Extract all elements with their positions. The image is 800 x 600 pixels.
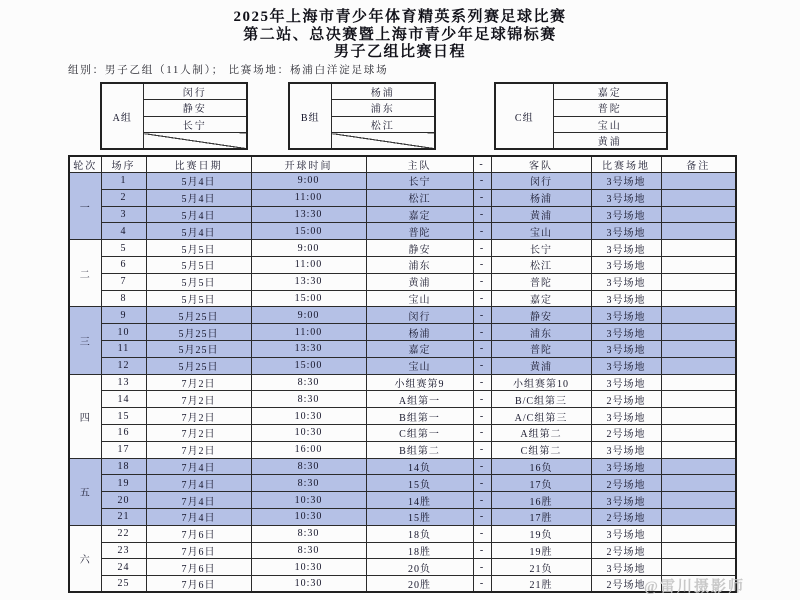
note-cell [661,441,736,458]
match-no-cell: 12 [101,357,146,374]
schedule-row [69,374,736,391]
home-team-cell: 14胜 [366,492,473,509]
away-team-cell: 松江 [491,256,591,273]
schedule-row [69,424,736,441]
vs-cell: - [473,273,491,290]
time-cell: 9:00 [251,173,366,190]
note-cell [661,424,736,441]
time-cell: 10:30 [251,424,366,441]
note-cell [661,408,736,425]
vs-cell: - [473,223,491,240]
date-cell: 7月2日 [146,391,251,408]
round-cell: 二 [69,240,101,307]
away-team-cell: 嘉定 [491,290,591,307]
venue-cell: 2号场地 [591,576,661,593]
match-no-cell: 21 [101,508,146,525]
note-cell [661,189,736,206]
schedule-row [69,559,736,576]
home-team-cell: 嘉定 [366,340,473,357]
venue-cell: 2号场地 [591,475,661,492]
col-header-round: 轮次 [69,156,101,173]
date-cell: 7月2日 [146,408,251,425]
vs-cell: - [473,391,491,408]
match-no-cell: 10 [101,324,146,341]
title-line-2: 第二站、总决赛暨上海市青少年足球锦标赛 [243,26,557,43]
note-cell [661,525,736,542]
venue-cell: 3号场地 [591,492,661,509]
match-no-cell: 2 [101,189,146,206]
time-cell: 8:30 [251,542,366,559]
group-row [495,83,667,100]
group-label: A组 [101,83,143,149]
venue-cell: 3号场地 [591,273,661,290]
vs-cell: - [473,206,491,223]
match-no-cell: 22 [101,525,146,542]
note-cell [661,256,736,273]
time-cell: 15:00 [251,223,366,240]
home-team-cell: 杨浦 [366,324,473,341]
schedule-row [69,223,736,240]
schedule-header-row [69,156,736,173]
vs-cell: - [473,492,491,509]
group-row [101,83,247,100]
time-cell: 16:00 [251,441,366,458]
away-team-cell: 16胜 [491,492,591,509]
col-header-kickoff-time: 开球时间 [251,156,366,173]
date-cell: 7月4日 [146,458,251,475]
vs-cell: - [473,189,491,206]
note-cell [661,508,736,525]
team-name: 长宁 [143,116,247,133]
time-cell: 10:30 [251,508,366,525]
home-team-cell: 18负 [366,525,473,542]
match-no-cell: 23 [101,542,146,559]
vs-cell: - [473,374,491,391]
title-line-3: 男子乙组比赛日程 [333,44,466,60]
note-cell [661,324,736,341]
match-no-cell: 9 [101,307,146,324]
group-row [289,83,435,100]
note-cell [661,340,736,357]
away-team-cell: 黄浦 [491,206,591,223]
vs-cell: - [473,240,491,257]
note-cell [661,290,736,307]
date-cell: 5月4日 [146,173,251,190]
title-line-1: 2025年上海市青少年体育精英系列赛足球比赛 [233,9,567,25]
home-team-cell: 18胜 [366,542,473,559]
date-cell: 5月5日 [146,290,251,307]
home-team-cell: A组第一 [366,391,473,408]
home-team-cell: 长宁 [366,173,473,190]
time-cell: 15:00 [251,357,366,374]
round-cell: 五 [69,458,101,525]
venue-cell: 3号场地 [591,408,661,425]
home-team-cell: 普陀 [366,223,473,240]
match-no-cell: 6 [101,256,146,273]
away-team-cell: B/C组第三 [491,391,591,408]
match-no-cell: 17 [101,441,146,458]
match-no-cell: 1 [101,173,146,190]
home-team-cell: 宝山 [366,290,473,307]
vs-cell: - [473,357,491,374]
note-cell [661,206,736,223]
home-team-cell: 松江 [366,189,473,206]
team-name: 浦东 [331,100,435,117]
group-table [494,82,668,150]
schedule-row [69,475,736,492]
match-no-cell: 13 [101,374,146,391]
vs-cell: - [473,173,491,190]
note-cell [661,542,736,559]
time-cell: 10:30 [251,408,366,425]
time-cell: 9:00 [251,240,366,257]
venue-cell: 3号场地 [591,256,661,273]
match-no-cell: 16 [101,424,146,441]
vs-cell: - [473,576,491,593]
venue-cell: 2号场地 [591,542,661,559]
home-team-cell: B组第二 [366,441,473,458]
venue-cell: 3号场地 [591,357,661,374]
col-header-vs: - [473,156,491,173]
vs-cell: - [473,559,491,576]
time-cell: 11:00 [251,189,366,206]
schedule-row [69,189,736,206]
home-team-cell: 20负 [366,559,473,576]
away-team-cell: 小组赛第10 [491,374,591,391]
document-title [0,9,800,62]
schedule-row [69,508,736,525]
away-team-cell: 浦东 [491,324,591,341]
time-cell: 10:30 [251,576,366,593]
schedule-row [69,408,736,425]
away-team-cell: 17胜 [491,508,591,525]
date-cell: 5月25日 [146,340,251,357]
group-box-b [288,82,436,150]
away-team-cell: 静安 [491,307,591,324]
schedule-row [69,357,736,374]
venue-cell: 3号场地 [591,458,661,475]
team-name: 闵行 [143,83,247,100]
away-team-cell: 16负 [491,458,591,475]
date-cell: 7月2日 [146,424,251,441]
away-team-cell: 普陀 [491,340,591,357]
vs-cell: - [473,324,491,341]
schedule-row [69,525,736,542]
away-team-cell: 闵行 [491,173,591,190]
schedule-row [69,542,736,559]
time-cell: 15:00 [251,290,366,307]
schedule-row [69,173,736,190]
venue-cell: 3号场地 [591,340,661,357]
empty-slot-cell [331,133,435,150]
schedule-table [68,155,737,593]
match-no-cell: 18 [101,458,146,475]
home-team-cell: 15负 [366,475,473,492]
home-team-cell: C组第一 [366,424,473,441]
vs-cell: - [473,508,491,525]
schedule-row [69,324,736,341]
vs-cell: - [473,307,491,324]
match-no-cell: 14 [101,391,146,408]
away-team-cell: 长宁 [491,240,591,257]
group-box-a [100,82,248,150]
home-team-cell: 闵行 [366,307,473,324]
match-no-cell: 15 [101,408,146,425]
vs-cell: - [473,475,491,492]
vs-cell: - [473,458,491,475]
home-team-cell: 20胜 [366,576,473,593]
time-cell: 10:30 [251,559,366,576]
time-cell: 8:30 [251,391,366,408]
match-no-cell: 8 [101,290,146,307]
time-cell: 9:00 [251,307,366,324]
time-cell: 8:30 [251,458,366,475]
time-cell: 13:30 [251,206,366,223]
home-team-cell: 宝山 [366,357,473,374]
match-no-cell: 3 [101,206,146,223]
col-header-match-no: 场序 [101,156,146,173]
col-header-venue: 比赛场地 [591,156,661,173]
match-no-cell: 19 [101,475,146,492]
note-cell [661,391,736,408]
date-cell: 7月6日 [146,559,251,576]
match-no-cell: 5 [101,240,146,257]
match-no-cell: 20 [101,492,146,509]
time-cell: 11:00 [251,324,366,341]
away-team-cell: A组第二 [491,424,591,441]
venue-cell: 2号场地 [591,508,661,525]
round-cell: 三 [69,307,101,374]
schedule-row [69,458,736,475]
match-no-cell: 4 [101,223,146,240]
col-header-date: 比赛日期 [146,156,251,173]
vs-cell: - [473,542,491,559]
schedule-row [69,391,736,408]
time-cell: 8:30 [251,525,366,542]
venue-cell: 3号场地 [591,240,661,257]
note-cell [661,223,736,240]
time-cell: 10:30 [251,492,366,509]
date-cell: 5月4日 [146,189,251,206]
note-cell [661,357,736,374]
team-name: 黄浦 [553,133,667,150]
home-team-cell: 静安 [366,240,473,257]
col-header-home-team: 主队 [366,156,473,173]
schedule-row [69,240,736,257]
date-cell: 7月6日 [146,576,251,593]
away-team-cell: 21负 [491,559,591,576]
date-cell: 7月4日 [146,492,251,509]
round-cell: 六 [69,525,101,592]
date-cell: 5月4日 [146,223,251,240]
date-cell: 5月25日 [146,357,251,374]
away-team-cell: 黄浦 [491,357,591,374]
time-cell: 13:30 [251,273,366,290]
venue-cell: 2号场地 [591,424,661,441]
date-cell: 5月5日 [146,256,251,273]
away-team-cell: A/C组第三 [491,408,591,425]
away-team-cell: C组第二 [491,441,591,458]
home-team-cell: 嘉定 [366,206,473,223]
match-no-cell: 25 [101,576,146,593]
venue-cell: 3号场地 [591,441,661,458]
schedule-row [69,307,736,324]
time-cell: 8:30 [251,374,366,391]
home-team-cell: 浦东 [366,256,473,273]
date-cell: 7月2日 [146,441,251,458]
venue-cell: 3号场地 [591,223,661,240]
team-name: 杨浦 [331,83,435,100]
watermark: @雷川摄影师 [644,579,745,595]
date-cell: 7月6日 [146,525,251,542]
note-cell [661,307,736,324]
home-team-cell: 14负 [366,458,473,475]
venue-cell: 3号场地 [591,324,661,341]
vs-cell: - [473,441,491,458]
date-cell: 7月2日 [146,374,251,391]
team-name: 静安 [143,100,247,117]
home-team-cell: 小组赛第9 [366,374,473,391]
date-cell: 5月25日 [146,324,251,341]
note-cell [661,458,736,475]
time-cell: 8:30 [251,475,366,492]
schedule-row [69,273,736,290]
note-cell [661,492,736,509]
match-no-cell: 24 [101,559,146,576]
schedule-row [69,441,736,458]
team-name: 宝山 [553,116,667,133]
date-cell: 5月4日 [146,206,251,223]
venue-cell: 3号场地 [591,206,661,223]
group-boxes [100,82,708,150]
venue-cell: 2号场地 [591,391,661,408]
col-header-away-team: 客队 [491,156,591,173]
vs-cell: - [473,408,491,425]
away-team-cell: 21胜 [491,576,591,593]
date-cell: 5月5日 [146,240,251,257]
home-team-cell: 15胜 [366,508,473,525]
schedule-row [69,290,736,307]
venue-cell: 3号场地 [591,307,661,324]
group-table [288,82,436,150]
vs-cell: - [473,290,491,307]
note-cell [661,173,736,190]
venue-cell: 3号场地 [591,173,661,190]
away-team-cell: 宝山 [491,223,591,240]
schedule-row [69,340,736,357]
date-cell: 7月4日 [146,475,251,492]
note-cell [661,475,736,492]
empty-slot-cell [143,133,247,150]
time-cell: 11:00 [251,256,366,273]
schedule-row [69,576,736,593]
match-no-cell: 7 [101,273,146,290]
note-cell [661,559,736,576]
schedule-row [69,206,736,223]
time-cell: 13:30 [251,340,366,357]
venue-cell: 3号场地 [591,525,661,542]
date-cell: 7月4日 [146,508,251,525]
group-label: B组 [289,83,331,149]
away-team-cell: 19负 [491,525,591,542]
team-name: 嘉定 [553,83,667,100]
home-team-cell: B组第一 [366,408,473,425]
vs-cell: - [473,525,491,542]
away-team-cell: 19胜 [491,542,591,559]
group-table [100,82,248,150]
note-cell [661,374,736,391]
away-team-cell: 17负 [491,475,591,492]
group-box-c [494,82,668,150]
round-cell: 一 [69,173,101,240]
schedule-body [69,173,736,593]
date-cell: 7月6日 [146,542,251,559]
date-cell: 5月5日 [146,273,251,290]
vs-cell: - [473,424,491,441]
away-team-cell: 杨浦 [491,189,591,206]
vs-cell: - [473,340,491,357]
team-name: 普陀 [553,100,667,117]
schedule-row [69,256,736,273]
venue-cell: 3号场地 [591,374,661,391]
date-cell: 5月25日 [146,307,251,324]
note-cell [661,273,736,290]
away-team-cell: 普陀 [491,273,591,290]
venue-cell: 3号场地 [591,290,661,307]
note-cell [661,240,736,257]
vs-cell: - [473,256,491,273]
venue-cell: 3号场地 [591,189,661,206]
round-cell: 四 [69,374,101,458]
group-label: C组 [495,83,553,149]
schedule-row [69,492,736,509]
match-no-cell: 11 [101,340,146,357]
group-and-venue-info: 组别：男子乙组（11人制）； 比赛场地：杨浦白洋淀足球场 [68,65,389,76]
team-name: 松江 [331,116,435,133]
venue-cell: 3号场地 [591,559,661,576]
home-team-cell: 黄浦 [366,273,473,290]
col-header-remarks: 备注 [661,156,736,173]
